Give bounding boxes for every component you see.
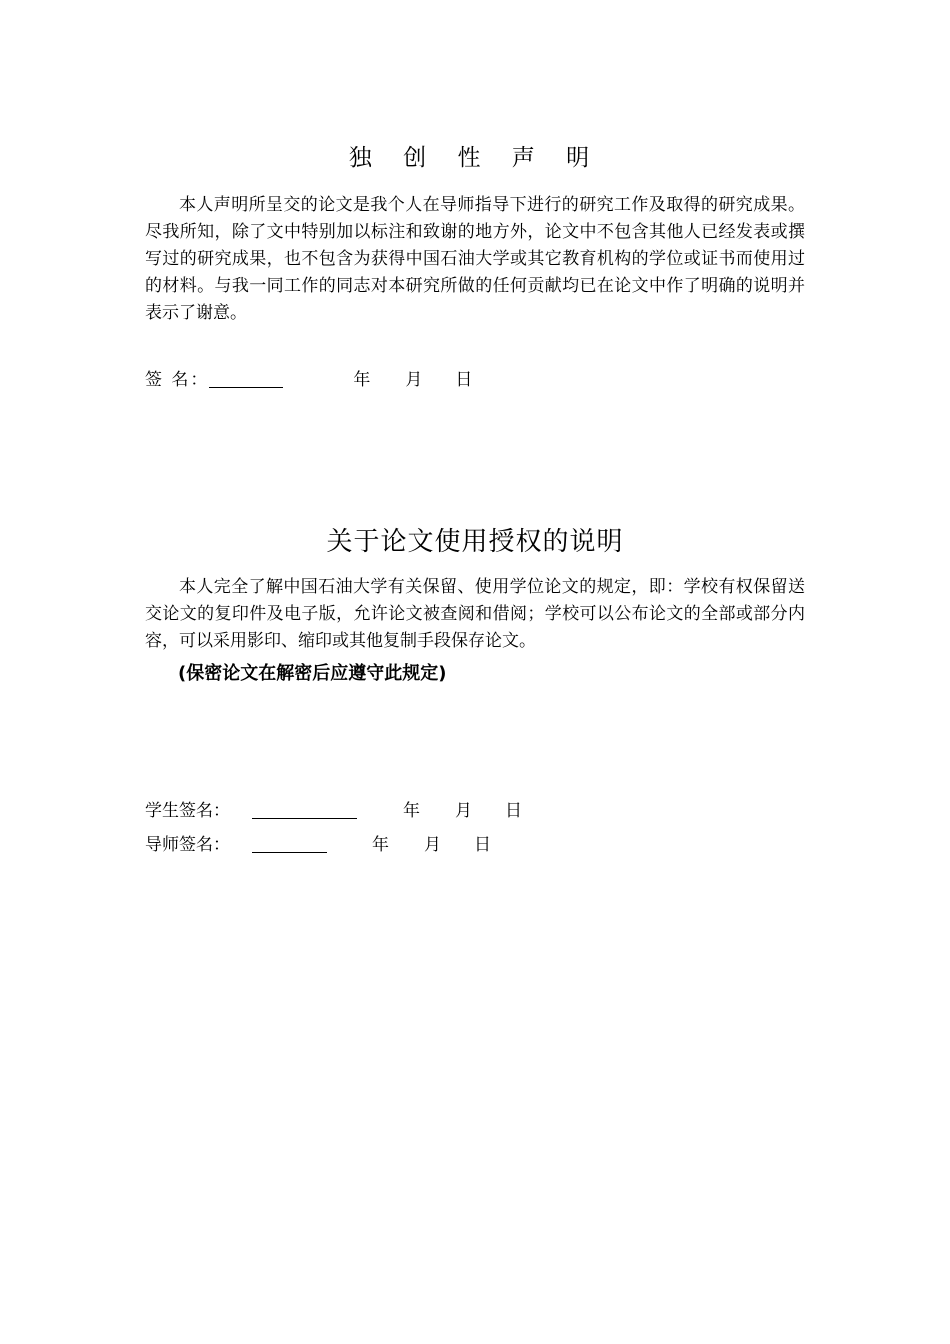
authorization-body: 本人完全了解中国石油大学有关保留、使用学位论文的规定，即：学校有权保留送交论文的复印件及电子版，允许论文被查阅和借阅；学校可以公布论文的全部或部分内容，可以采用影印、缩印或其他复制手段保存论文。 xyxy=(145,577,805,651)
student-day-label: 日 xyxy=(505,801,522,821)
declaration-title: 独 创 性 声 明 xyxy=(348,145,602,171)
student-signature-row xyxy=(145,797,522,825)
declaration-signature-row xyxy=(145,366,472,394)
month-label: 月 xyxy=(405,370,423,390)
advisor-month-label: 月 xyxy=(424,835,441,855)
advisor-day-label: 日 xyxy=(474,835,491,855)
authorization-title: 关于论文使用授权的说明 xyxy=(326,527,624,557)
declaration-body: 本人声明所呈交的论文是我个人在导师指导下进行的研究工作及取得的研究成果。尽我所知，除了文中特别加以标注和致谢的地方外，论文中不包含其他人已经发表或撰写过的研究成果，也不包含为获得中国石油大学或其它教育机构的学位或证书而使用过的材料。与我一同工作的同志对本研究所做的任何贡献均已在论文中作了明确的说明并表示了谢意。 xyxy=(145,195,805,323)
confidential-note: (保密论文在解密后应遵守此规定) xyxy=(178,663,447,684)
advisor-signature-line[interactable] xyxy=(252,832,327,853)
student-month-label: 月 xyxy=(455,801,472,821)
signature-line[interactable] xyxy=(209,367,283,388)
advisor-sign-label: 导师签名： xyxy=(145,835,230,855)
student-signature-line[interactable] xyxy=(252,798,357,819)
year-label: 年 xyxy=(353,370,371,390)
advisor-signature-row xyxy=(145,831,491,859)
sign-label: 签 名： xyxy=(145,370,210,390)
advisor-year-label: 年 xyxy=(372,835,389,855)
student-sign-label: 学生签名： xyxy=(145,801,230,821)
student-year-label: 年 xyxy=(403,801,420,821)
day-label: 日 xyxy=(455,370,473,390)
